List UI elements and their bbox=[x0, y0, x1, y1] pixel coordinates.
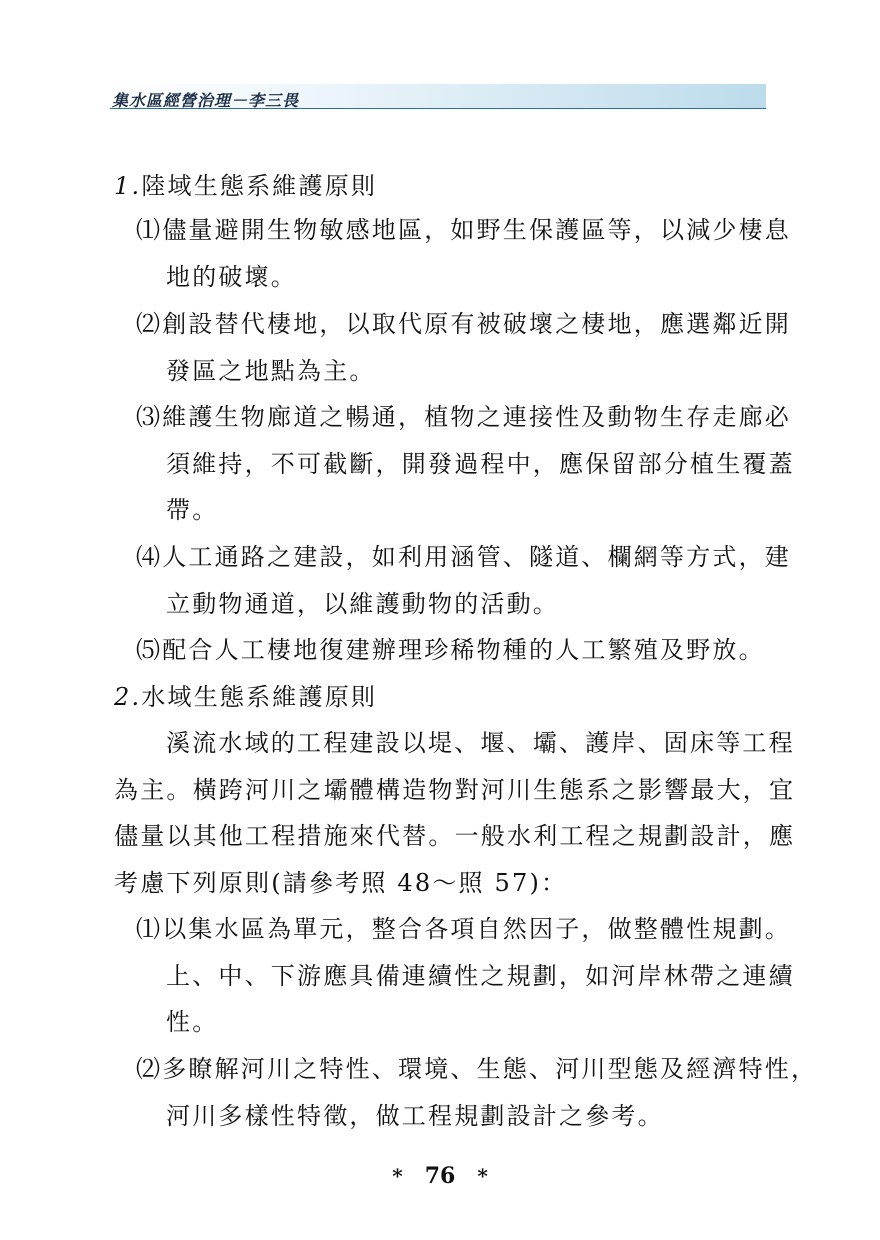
section-number: 2. bbox=[114, 683, 142, 711]
section-heading-2 bbox=[114, 682, 377, 712]
page-footer bbox=[0, 1163, 880, 1189]
paragraph-line: 為主。橫跨河川之壩體構造物對河川生態系之影響最大，宜 bbox=[114, 776, 796, 804]
list-item: ⑶維護生物廊道之暢通，植物之連接性及動物生存走廊必 bbox=[136, 403, 791, 431]
section-title: 水域生態系維護原則 bbox=[141, 683, 378, 711]
list-item: ⑵多瞭解河川之特性、環境、生態、河川型態及經濟特性， bbox=[136, 1055, 818, 1083]
section-title: 陸域生態系維護原則 bbox=[141, 172, 378, 200]
paragraph-line: 考慮下列原則(請參考照 48～照 57)： bbox=[114, 869, 568, 897]
list-item-continuation: 上、中、下游應具備連續性之規劃，如河岸林帶之連續 bbox=[166, 962, 795, 990]
list-item-continuation: 帶。 bbox=[166, 496, 219, 524]
list-item-continuation: 地的破壞。 bbox=[166, 263, 297, 291]
list-item-continuation: 河川多樣性特徵，做工程規劃設計之參考。 bbox=[166, 1102, 664, 1130]
list-item: ⑴以集水區為單元，整合各項自然因子，做整體性規劃。 bbox=[136, 915, 791, 943]
list-item: ⑴儘量避開生物敏感地區，如野生保護區等，以減少棲息 bbox=[136, 216, 791, 244]
section-heading-1 bbox=[114, 171, 377, 201]
footer-star-left: * bbox=[392, 1164, 403, 1188]
list-item: ⑸配合人工棲地復建辦理珍稀物種的人工繁殖及野放。 bbox=[136, 636, 765, 664]
paragraph-line: 溪流水域的工程建設以堤、堰、壩、護岸、固床等工程 bbox=[166, 729, 795, 757]
section-number: 1. bbox=[114, 172, 142, 200]
paragraph-line: 儘量以其他工程措施來代替。一般水利工程之規劃設計，應 bbox=[114, 822, 796, 850]
list-item: ⑵創設替代棲地，以取代原有被破壞之棲地，應選鄰近開 bbox=[136, 310, 791, 338]
list-item-continuation: 須維持，不可截斷，開發過程中，應保留部分植生覆蓋 bbox=[166, 450, 795, 478]
page-number: 76 bbox=[424, 1163, 456, 1189]
list-item-continuation: 性。 bbox=[166, 1008, 219, 1036]
running-header: 集水區經營治理－李三畏 bbox=[112, 91, 300, 110]
list-item: ⑷人工通路之建設，如利用涵管、隧道、欄網等方式，建 bbox=[136, 543, 791, 571]
footer-star-right: * bbox=[477, 1164, 488, 1188]
list-item-continuation: 立動物通道，以維護動物的活動。 bbox=[166, 590, 559, 618]
list-item-continuation: 發區之地點為主。 bbox=[166, 357, 376, 385]
